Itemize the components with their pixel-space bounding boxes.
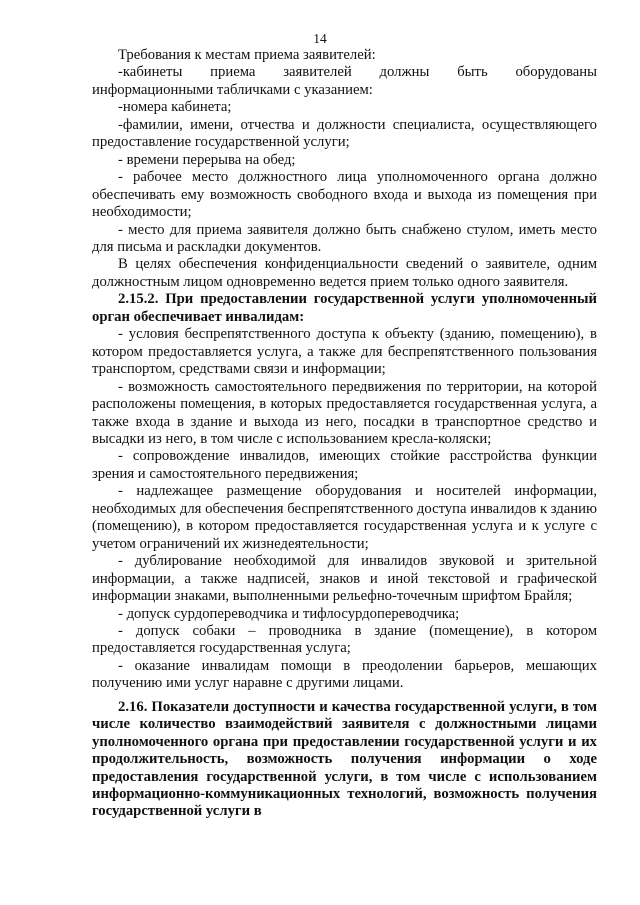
paragraph-escort: - сопровождение инвалидов, имеющих стойкие расстройства функции зрения и самостоятельного передвижения; bbox=[92, 448, 597, 482]
section-2-15-2-heading: 2.15.2. При предоставлении государственной услуги уполномоченный орган обеспечивает инвалидам: bbox=[92, 291, 597, 325]
paragraph-equipment-placement: - надлежащее размещение оборудования и носителей информации, необходимых для обеспечения беспрепятственного доступа инвалидов к зданию (помещению), в котором предоставляется государственная услуга и к услуге с учетом ограничений их жизнедеятельности; bbox=[92, 483, 597, 552]
page-number: 14 bbox=[313, 31, 327, 46]
paragraph-braille-duplication: - дублирование необходимой для инвалидов звуковой и зрительной информации, а также надписей, знаков и иной текстовой и графической информации знаками, выполненными рельефно-точечным шрифтом Брайля; bbox=[92, 553, 597, 605]
paragraph-requirements-heading: Требования к местам приема заявителей: bbox=[118, 47, 376, 63]
paragraph-cabinets: -кабинеты приема заявителей должны быть оборудованы информационными табличками с указанием: bbox=[92, 64, 597, 98]
paragraph-reception-place: - место для приема заявителя должно быть снабжено стулом, иметь место для письма и раскладки документов. bbox=[92, 221, 597, 255]
paragraph-guide-dog: - допуск собаки – проводника в здание (помещение), в котором предоставляется государственная услуга; bbox=[92, 622, 597, 657]
paragraph-lunch-break: - времени перерыва на обед; bbox=[118, 151, 296, 168]
paragraph-access-conditions: - условия беспрепятственного доступа к объекту (зданию, помещению), в котором предоставляется услуга, а также для беспрепятственного пользования транспортом, средствами связи и информации; bbox=[92, 326, 597, 378]
paragraph-independent-movement: - возможность самостоятельного передвижения по территории, на которой расположены помещения, в которых предоставляется государственная услуга, а также входа в здание и выхода из него, посадки в транспортное средство и высадки из него, в том числе с использованием кресла-коляски; bbox=[92, 378, 597, 447]
document-body bbox=[92, 47, 597, 821]
paragraph-room-number: -номера кабинета; bbox=[118, 99, 232, 116]
paragraph-assistance: - оказание инвалидам помощи в преодолении барьеров, мешающих получению ими услуг наравне с другими лицами. bbox=[92, 657, 597, 692]
paragraph-workplace: - рабочее место должностного лица уполномоченного органа должно обеспечивать ему возможность свободного входа и выхода из помещения при необходимости; bbox=[92, 169, 597, 221]
paragraph-specialist-name: -фамилии, имени, отчества и должности специалиста, осуществляющего предоставление государственной услуги; bbox=[92, 116, 597, 151]
paragraph-sign-interpreter: - допуск сурдопереводчика и тифлосурдопереводчика; bbox=[118, 605, 460, 622]
section-2-16-heading: 2.16. Показатели доступности и качества государственной услуги, в том числе количество взаимодействий заявителя с должностными лицами уполномоченного органа при предоставлении государственной услуги и их продолжительность, возможность получения информации о ходе предоставления государственной услуги, в том числе с использованием информационно-коммуникационных технологий, возможность получения государственной услуги в bbox=[92, 698, 597, 820]
paragraph-confidentiality: В целях обеспечения конфиденциальности сведений о заявителе, одним должностным лицом одновременно ведется прием только одного заявителя. bbox=[92, 256, 597, 290]
